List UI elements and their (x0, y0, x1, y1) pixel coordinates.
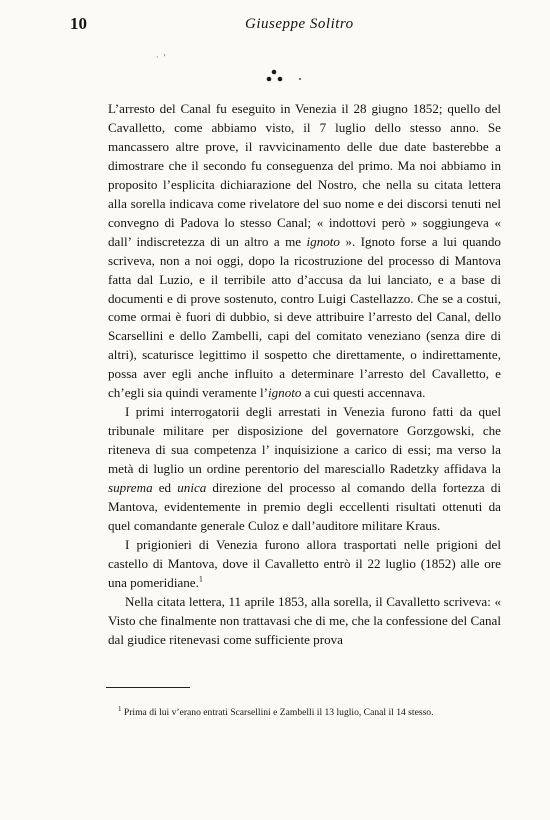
paragraph-text: I primi interrogatorii degli arrestati in Venezia furono fatti da quel tribunale militare per disposizione del governatore Gorzgowski, che riteneva di sua competenza l’ inquisizione a carico di essi; ma verso la metà di luglio un ordine perentorio del maresciallo Radetzky affidava la (108, 404, 501, 477)
paragraph-text: ». Ignoto forse a lui quando scriveva, non a noi oggi, dopo la ricostruzione del processo di Mantova fatta dal Luzio, e il terribile atto d’accusa da lui lanciato, e a base di documenti e di prove sostenuto, contro Luigi Castellazzo. Che se a costui, come ormai è fuori di dubbio, si deve attribuire l’arresto del Canal, dello Scarsellini e dello Zambelli, capi del comitato veneziano (senza dire di altri), scaturisce legittimo il sospetto che direttamente, o indirettamente, possa aver egli anche influito a determinare l’arresto del Cavalletto, e ch’egli sia quindi veramente l’ (108, 233, 501, 401)
paragraph-text: a cui questi accennava. (301, 385, 426, 401)
footnote-divider (106, 687, 190, 688)
paragraph-text: L’arresto del Canal fu eseguito in Venezia il 28 giugno 1852; quello del Cavalletto, come abbiamo visto, il 7 luglio dello stesso anno. Se mancassero altre prove, il ravvicinamento delle due date basterebbe a dimostrare che il secondo fu conseguenza del primo. Ma noi abbiamo in proposito l’esplicita dichiarazione del Nostro, che nella su citata lettera alla sorella indicava come rivelatore del suo nome e dei discorsi tenuti nel convegno di Padova lo stesso Canal; « indottovi però » soggiungeva « dall’ indiscretezza di un altro a me (108, 101, 501, 249)
paragraph-2 (108, 403, 501, 536)
asterism-icon (0, 66, 550, 86)
paragraph-3 (108, 536, 501, 593)
italic-word: suprema (108, 480, 153, 496)
page-number: 10 (70, 14, 87, 33)
footnote-marker: 1 (118, 705, 122, 713)
body-text (108, 100, 501, 650)
footnote-text: Prima di lui v’erano entrati Scarsellini e Zambelli il 13 luglio, Canal il 14 stesso. (121, 707, 434, 719)
paragraph-text: Nella citata lettera, 11 aprile 1853, alla sorella, il Cavalletto scriveva: « Visto che finalmente non trattavasi che di me, che la confessione del Canal dal giudice ritenevasi come sufficiente prova (108, 593, 501, 647)
paragraph-text: I prigionieri di Venezia furono allora trasportati nelle prigioni del castello di Mantova, dove il Cavalletto entrò il 22 luglio (1852) alle ore una pomeridiane. (108, 536, 501, 590)
italic-word: ignoto (306, 233, 340, 249)
footnote-reference: 1 (198, 574, 203, 584)
paragraph-1 (108, 100, 501, 403)
paragraph-text: ed (152, 480, 178, 496)
page-header (70, 14, 500, 36)
footnote (108, 702, 501, 720)
italic-word: unica (177, 480, 207, 496)
paragraph-4 (108, 593, 501, 650)
print-specks: · ' (156, 53, 166, 62)
running-head: Giuseppe Solitro (245, 16, 354, 32)
italic-word: ignoto (267, 385, 302, 401)
paragraph-text: direzione del processo al comando della fortezza di Mantova, evidentemente in premio degli eccellenti risultati ottenuti da quel comandante generale Culoz e dall’auditore militare Kraus. (108, 480, 501, 533)
